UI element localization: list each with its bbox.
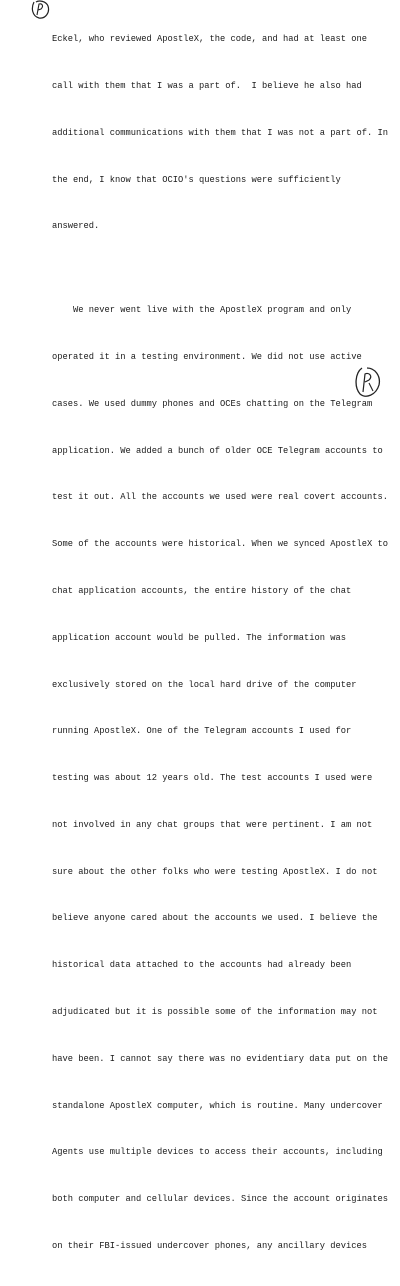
text-line: Some of the accounts were historical. When we synced ApostleX to bbox=[52, 539, 389, 550]
text-line: exclusively stored on the local hard drive of the computer bbox=[52, 679, 357, 690]
handwritten-initials-icon bbox=[30, 0, 52, 20]
text-line: believe anyone cared about the accounts we used. I believe the bbox=[52, 913, 378, 924]
text-line: application account would be pulled. The information was bbox=[52, 632, 347, 643]
text-line: on their FBI-issued undercover phones, any ancillary devices bbox=[52, 1240, 368, 1251]
text-line: application. We added a bunch of older OCE Telegram accounts to bbox=[52, 445, 383, 456]
text-line: testing was about 12 years old. The test accounts I used were bbox=[52, 773, 373, 784]
text-line: test it out. All the accounts we used were real covert accounts. bbox=[52, 492, 389, 503]
handwritten-initials-bottom-right bbox=[352, 365, 382, 399]
text-line: not involved in any chat groups that were pertinent. I am not bbox=[52, 819, 373, 830]
text-line: standalone ApostleX computer, which is routine. Many undercover bbox=[52, 1100, 383, 1111]
handwritten-initials-top-left bbox=[30, 0, 52, 20]
statement-text bbox=[52, 1, 392, 1286]
text-line: answered. bbox=[52, 221, 100, 232]
text-line: additional communications with them that I was not a part of. In bbox=[52, 127, 389, 138]
text-line: running ApostleX. One of the Telegram accounts I used for bbox=[52, 726, 352, 737]
text-line: both computer and cellular devices. Since the account originates bbox=[52, 1194, 389, 1205]
text-line: We never went live with the ApostleX program and only bbox=[52, 305, 352, 316]
text-line: Agents use multiple devices to access their accounts, including bbox=[52, 1147, 383, 1158]
text-line: call with them that I was a part of. I believe he also had bbox=[52, 80, 362, 91]
paragraph-gap bbox=[52, 266, 392, 272]
text-line: historical data attached to the accounts had already been bbox=[52, 960, 352, 971]
text-line: Eckel, who reviewed ApostleX, the code, and had at least one bbox=[52, 34, 368, 45]
text-line: operated it in a testing environment. We did not use active bbox=[52, 352, 362, 363]
text-line: the end, I know that OCIO's questions were sufficiently bbox=[52, 174, 341, 185]
text-line: have been. I cannot say there was no evidentiary data put on the bbox=[52, 1053, 389, 1064]
handwritten-initials-icon bbox=[352, 365, 382, 399]
text-line: cases. We used dummy phones and OCEs chatting on the Telegram bbox=[52, 398, 373, 409]
text-line: sure about the other folks who were testing ApostleX. I do not bbox=[52, 866, 378, 877]
text-line: adjudicated but it is possible some of the information may not bbox=[52, 1007, 378, 1017]
text-line: chat application accounts, the entire history of the chat bbox=[52, 585, 352, 596]
